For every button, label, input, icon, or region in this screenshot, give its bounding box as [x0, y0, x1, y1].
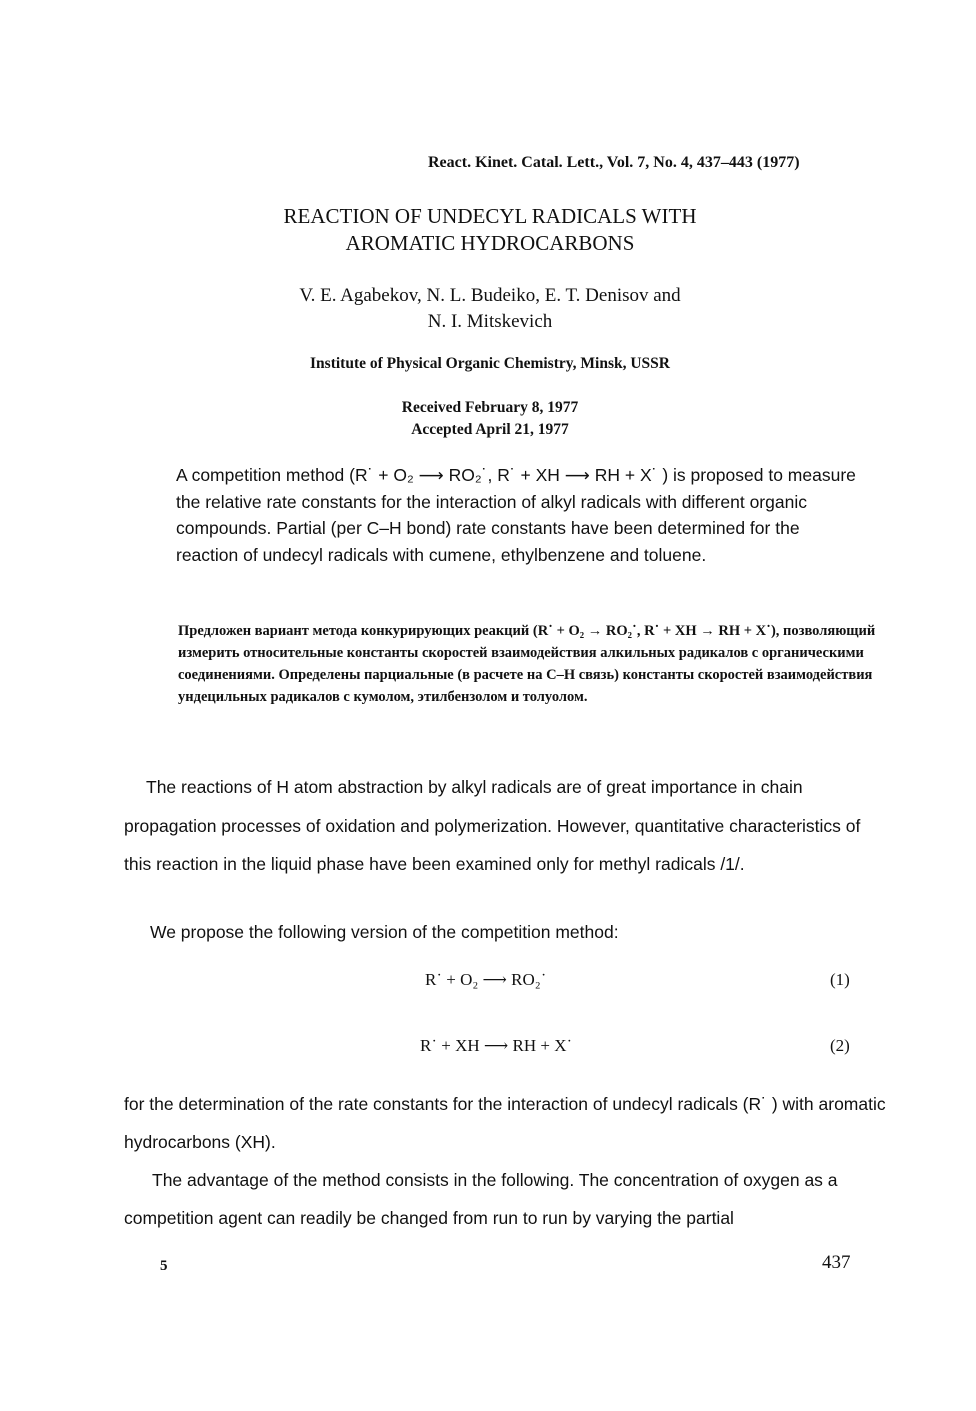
authors-line-2: N. I. Mitskevich [427, 311, 553, 332]
equation-2: R˙ + XH ⟶ RH + X˙ [420, 1036, 573, 1055]
abstract-english: A competition method (R˙ + O₂ ⟶ RO₂˙, R˙ + XH ⟶ RH + X˙ ) is proposed to measure the relative rate constants for the interaction of alkyl radicals with different organic compounds. Partial (per C–H bond) rate constants have been determined for the reaction of undecyl radicals with cumene, ethylbenzene and toluene. [176, 465, 856, 565]
institute-affiliation: Institute of Physical Organic Chemistry, Minsk, USSR [310, 355, 670, 372]
body-paragraph-2: We propose the following version of the competition method: [150, 922, 619, 942]
authors-line-1: V. E. Agabekov, N. L. Budeiko, E. T. Denisov and [299, 285, 681, 306]
body-paragraph-3: for the determination of the rate constants for the interaction of undecyl radicals (R˙ ) with aromatic hydrocarbons (XH). [124, 1094, 886, 1152]
body-paragraph-1: The reactions of H atom abstraction by alkyl radicals are of great importance in chain propagation processes of oxidation and polymerization. However, quantitative characteristics of this reaction in the liquid phase have been examined only for methyl radicals /1/. [124, 777, 861, 874]
equation-1-number: (1) [830, 970, 850, 989]
paper-title [200, 203, 780, 257]
equation-1: R˙ + O₂ ⟶ RO₂˙ [425, 970, 547, 989]
signature-mark: 5 [160, 1258, 168, 1274]
accepted-date: Accepted April 21, 1977 [411, 421, 569, 438]
equation-2-number: (2) [830, 1036, 850, 1055]
page-number: 437 [822, 1252, 851, 1273]
abstract-russian: Предложен вариант метода конкурирующих реакций (R˙ + O₂ → RO₂˙, R˙ + XH → RH + X˙), позволяющий измерить относительные константы скоростей взаимодействия алкильных радикалов с органическими соединениями. Определены парциальные (в расчете на C–H связь) константы скоростей взаимодействия ундецильных радикалов с кумолом, этилбензолом и толуолом. [178, 623, 876, 705]
title-line-1: REACTION OF UNDECYL RADICALS WITH [283, 204, 697, 228]
body-paragraph-4: The advantage of the method consists in the following. The concentration of oxygen as a competition agent can readily be changed from run to run by varying the partial [124, 1170, 838, 1228]
title-line-2: AROMATIC HYDROCARBONS [345, 231, 635, 255]
author-list [230, 283, 750, 335]
received-date: Received February 8, 1977 [401, 399, 579, 416]
submission-dates [300, 397, 680, 441]
journal-reference: React. Kinet. Catal. Lett., Vol. 7, No. 4, 437–443 (1977) [428, 154, 800, 171]
